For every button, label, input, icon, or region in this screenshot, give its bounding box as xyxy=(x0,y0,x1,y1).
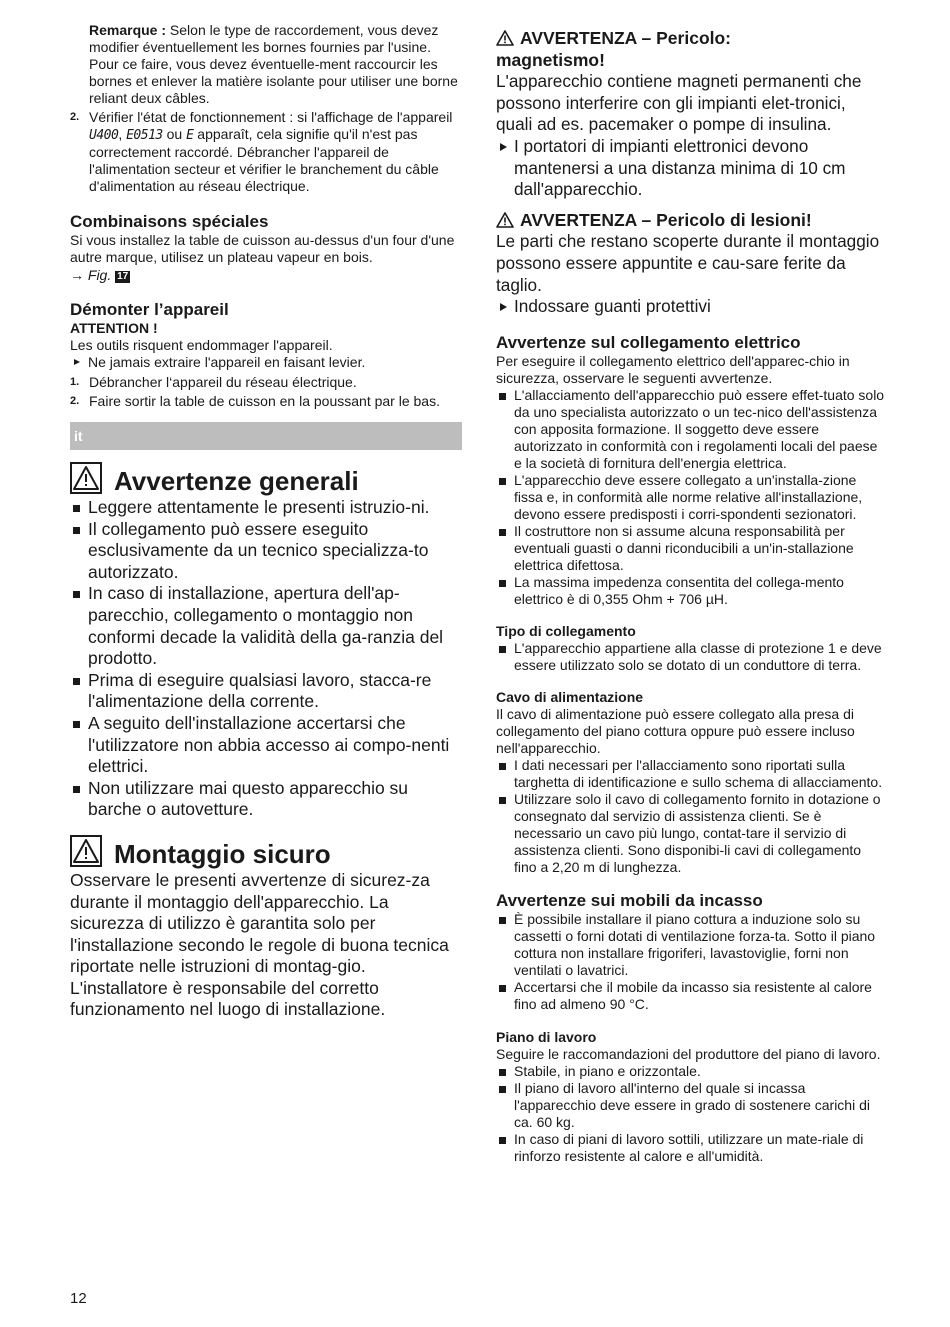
montaggio-text: Osservare le presenti avvertenze di sicurez-za durante il montaggio dell'apparecchio. La sicurezza di utilizzo è garantita solo per l'installazione secondo le regole di buona tecnica riportate nelle istruzioni di montag-gio. L'installatore è responsabile del corretto funzionamento nel luogo di installazione. xyxy=(70,869,449,1020)
piano-lavoro-heading: Piano di lavoro xyxy=(496,1028,597,1045)
list-item: Il collegamento può essere eseguito esclusivamente da un tecnico specializza-to autorizzato. xyxy=(70,519,462,584)
list-item: Il piano di lavoro all'interno del quale si incassa l'apparecchio deve essere in grado di sostenere carichi di ca. 60 kg. xyxy=(496,1080,886,1131)
magnetismo-bullet: I portatori di impianti elettronici devono mantenersi a una distanza minima di 10 cm dall'apparecchio. xyxy=(496,136,886,201)
demonter-step-1-text: Débrancher l‘appareil du réseau électrique. xyxy=(89,374,357,390)
cavo-alimentazione-text: Il cavo di alimentazione può essere collegato alla presa di collegamento del piano cottura oppure può essere incluso nell'apparecchio. xyxy=(496,705,855,756)
warning-magnetismo-heading xyxy=(496,28,886,71)
list-item: È possibile installare il piano cottura a induzione solo su cassetti o forni dotati di ventilazione forza-ta. Sotto il piano cottura non installare frigoriferi, lavastoviglie, forni non ventilati o lavatrici. xyxy=(496,911,886,979)
fig-ref-label: → Fig. xyxy=(70,267,112,283)
attention-label: ATTENTION ! xyxy=(70,320,158,336)
list-item: L'allacciamento dell'apparecchio può essere effet-tuato solo da uno specialista autorizzato o un tec-nico dell'assistenza con apposita formazione. Il soggetto deve essere autorizzato in conformità con i regolamenti locali del paese e la società di fornitura dell'energia elettrica. xyxy=(496,387,886,472)
display-code-e: E xyxy=(186,128,194,143)
list-item: Accertarsi che il mobile da incasso sia resistente al calore fino ad almeno 90 °C. xyxy=(496,979,886,1013)
remarque-text: Selon le type de raccordement, vous devez modifier éventuellement les bornes fournies par l'usine. Pour ce faire, vous devez éventuelle-ment raccourcir les bornes et enlever la matière isolante pour utiliser une borne reliant deux câbles. xyxy=(89,22,458,106)
list-item: Prima di eseguire qualsiasi lavoro, stacca-re l'alimentazione della corrente. xyxy=(70,670,462,713)
attention-text: Les outils risquent endommager l'appareil. xyxy=(70,337,333,353)
list-item: L'apparecchio deve essere collegato a un'installa-zione fissa e, in conformità alle norme relative all'installazione, devono essere predisposti i corri-spondenti sezionatori. xyxy=(496,472,886,523)
avvertenze-generali-heading xyxy=(70,466,462,496)
tipo-collegamento-heading: Tipo di collegamento xyxy=(496,622,636,639)
fig-reference xyxy=(70,267,462,284)
list-item: I dati necessari per l'allacciamento sono riportati sulla targhetta di identificazione e sullo schema di allacciamento. xyxy=(496,757,886,791)
list-item: In caso di piani di lavoro sottili, utilizzare un mate-riale di rinforzo resistente al calore e all'umidità. xyxy=(496,1131,886,1165)
warning-triangle-icon xyxy=(496,30,514,46)
demonter-step-1-number: 1. xyxy=(70,376,80,388)
display-code-u400: U400 xyxy=(89,128,119,143)
demonter-heading: Démonter l’appareil xyxy=(70,300,229,319)
demonter-step-2-number: 2. xyxy=(70,395,80,407)
step-2 xyxy=(70,109,462,195)
magnetismo-text: L'apparecchio contiene magneti permanenti che possono interferire con gli impianti elet-tronici, quali ad es. pacemaker o pompe di insulina. xyxy=(496,71,862,135)
list-item: In caso di installazione, apertura dell'ap-parecchio, collegamento o montaggio non conformi decade la validità della ga-ranzia del prodotto. xyxy=(70,583,462,669)
language-bar: it xyxy=(70,422,462,450)
warning-lesioni-heading xyxy=(496,210,886,232)
remarque-note xyxy=(70,22,462,107)
collegamento-elettrico-text: Per eseguire il collegamento elettrico dell'apparec-chio in sicurezza, osservare le seguenti avvertenze. xyxy=(496,352,850,386)
combinaisons-text: Si vous installez la table de cuisson au-dessus d'un four d'une autre marque, utilisez un plateau vapeur en bois. xyxy=(70,232,455,265)
list-item: Il costruttore non si assume alcuna responsabilità per eventuali guasti o danni riconducibili a un'in-stallazione elettrica difettosa. xyxy=(496,523,886,574)
demonter-step-2-text: Faire sortir la table de cuisson en la poussant par le bas. xyxy=(89,393,440,409)
fig-number-badge: 17 xyxy=(117,271,129,282)
warning-icon xyxy=(70,835,102,873)
list-item: A seguito dell'installazione accertarsi che l'utilizzatore non abbia accesso ai compo-nenti elettrici. xyxy=(70,713,462,778)
demonter-step-2 xyxy=(70,393,462,410)
step-2-text-b: apparaît, cela signifie qu'il n'est pas correctement raccordé. Débrancher l'appareil de l'alimentation secteur et vérifier le branchement du câble d'alimentation au réseau électrique. xyxy=(89,126,439,194)
avvertenze-list xyxy=(70,497,462,821)
list-item: L'apparecchio appartiene alla classe di protezione 1 e deve essere utilizzato solo se dotato di un conduttore di terra. xyxy=(496,640,886,674)
list-item: Utilizzare solo il cavo di collegamento fornito in dotazione o consegnato dal servizio di assistenza clienti. Se è necessario un cavo più lungo, contat-tare il servizio di assistenza clienti. Sono disponibi-li cavi di collegamento fino a 2,20 m di lunghezza. xyxy=(496,791,886,876)
demonter-bullet: Ne jamais extraire l'appareil en faisant levier. xyxy=(70,354,462,371)
combinaisons-heading: Combinaisons spéciales xyxy=(70,212,269,231)
warning-icon xyxy=(70,462,102,500)
cavo-alimentazione-heading: Cavo di alimentazione xyxy=(496,688,644,705)
display-code-e0513: E0513 xyxy=(126,128,163,143)
warning-magnetismo-title-b: magnetismo! xyxy=(496,49,605,70)
remarque-label: Remarque : xyxy=(89,22,167,38)
warning-lesioni-title: AVVERTENZA – Pericolo di lesioni! xyxy=(520,209,812,230)
list-item: Stabile, in piano e orizzontale. xyxy=(496,1063,886,1080)
list-item: Non utilizzare mai questo apparecchio su barche o autovetture. xyxy=(70,778,462,821)
warning-triangle-icon xyxy=(496,212,514,228)
mobili-incasso-heading: Avvertenze sui mobili da incasso xyxy=(496,890,763,910)
collegamento-elettrico-heading: Avvertenze sul collegamento elettrico xyxy=(496,332,801,352)
step-2-number: 2. xyxy=(70,111,80,123)
demonter-step-1 xyxy=(70,374,462,391)
step-2-sep: , xyxy=(118,126,127,142)
piano-lavoro-text: Seguire le raccomandazioni del produttore del piano di lavoro. xyxy=(496,1045,881,1062)
left-column xyxy=(70,22,462,1021)
lesioni-text: Le parti che restano scoperte durante il montaggio possono essere appuntite e cau-sare ferite da taglio. xyxy=(496,231,880,295)
lesioni-bullet: Indossare guanti protettivi xyxy=(496,296,886,318)
list-item: La massima impedenza consentita del collega-mento elettrico è di 0,355 Ohm + 706 µH. xyxy=(496,574,886,608)
list-item: Leggere attentamente le presenti istruzio-ni. xyxy=(70,497,462,519)
montaggio-sicuro-heading xyxy=(70,839,462,869)
page-number: 12 xyxy=(70,1290,87,1307)
step-2-text-a: Vérifier l'état de fonctionnement : si l'affichage de l'appareil xyxy=(89,109,453,125)
step-2-or: ou xyxy=(162,126,187,142)
warning-magnetismo-title-a: AVVERTENZA – Pericolo: xyxy=(520,28,732,48)
right-column xyxy=(496,28,886,1165)
montaggio-sicuro-title: Montaggio sicuro xyxy=(114,838,331,869)
avvertenze-generali-title: Avvertenze generali xyxy=(114,466,359,496)
